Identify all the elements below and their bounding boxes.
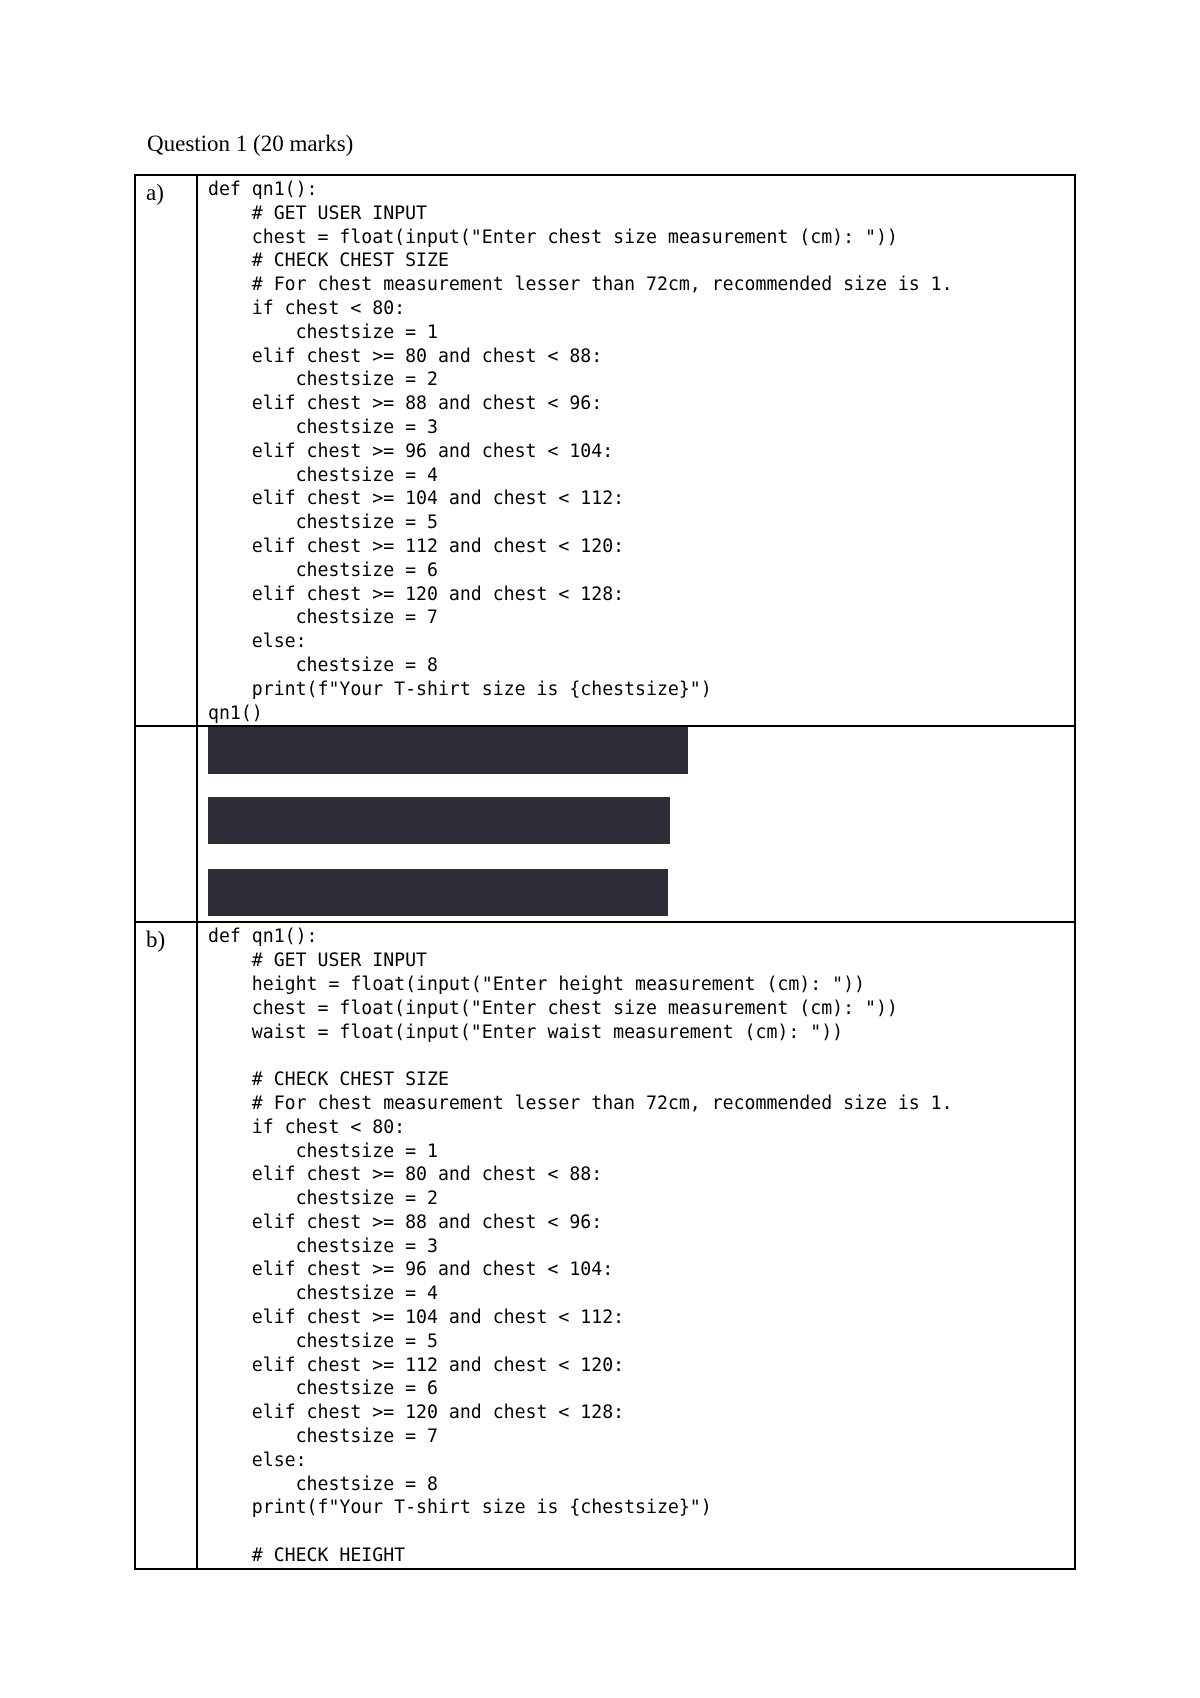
output-content — [197, 726, 1075, 922]
terminal-output-2 — [208, 797, 670, 844]
part-b-row — [135, 922, 1075, 1569]
part-a-content — [197, 175, 1075, 726]
part-b-label: b) — [135, 922, 197, 1569]
terminal-output-1 — [208, 727, 688, 774]
part-a-label: a) — [135, 175, 197, 726]
part-b-code-block: def qn1(): # GET USER INPUT height = float(input("Enter height measurement (cm): ")) chest = float(input("Enter chest size measurement (cm): ")) waist = float(input("Enter waist measurement (cm): ")) # CHECK CHEST SIZE # For chest measurement lesser than 72cm, recommended size is 1. if chest < 80: chestsize = 1 elif chest >= 80 and chest < 88: chestsize = 2 elif chest >= 88 and chest < 96: chestsize = 3 elif chest >= 96 and chest < 104: chestsize = 4 elif chest >= 104 and chest < 112: chestsize = 5 elif chest >= 112 and chest < 120: chestsize = 6 elif chest >= 120 and chest < 128: chestsize = 7 else: chestsize = 8 print(f"Your T-shirt size is {chestsize}") # CHECK HEIGHT — [208, 926, 953, 1567]
terminal-prompt-line — [212, 915, 662, 916]
answer-table — [134, 174, 1076, 1570]
terminal-prompt-line — [211, 843, 664, 844]
part-a-code-block: def qn1(): # GET USER INPUT chest = float(input("Enter chest size measurement (cm): ")) # CHECK CHEST SIZE # For chest measurement lesser than 72cm, recommended size is 1. if chest < 80: chestsize = 1 elif chest >= 80 and chest < 88: chestsize = 2 elif chest >= 88 and chest < 96: chestsize = 3 elif chest >= 96 and chest < 104: chestsize = 4 elif chest >= 104 and chest < 112: chestsize = 5 elif chest >= 112 and chest < 120: chestsize = 6 elif chest >= 120 and chest < 128: chestsize = 7 else: chestsize = 8 print(f"Your T-shirt size is {chestsize}") qn1() — [208, 179, 953, 724]
terminal-output-3 — [208, 869, 668, 916]
terminal-prompt-line — [228, 773, 682, 774]
output-label-cell — [135, 726, 197, 922]
part-a-row — [135, 175, 1075, 726]
part-b-content — [197, 922, 1075, 1569]
question-heading: Question 1 (20 marks) — [147, 131, 354, 156]
output-row — [135, 726, 1075, 922]
